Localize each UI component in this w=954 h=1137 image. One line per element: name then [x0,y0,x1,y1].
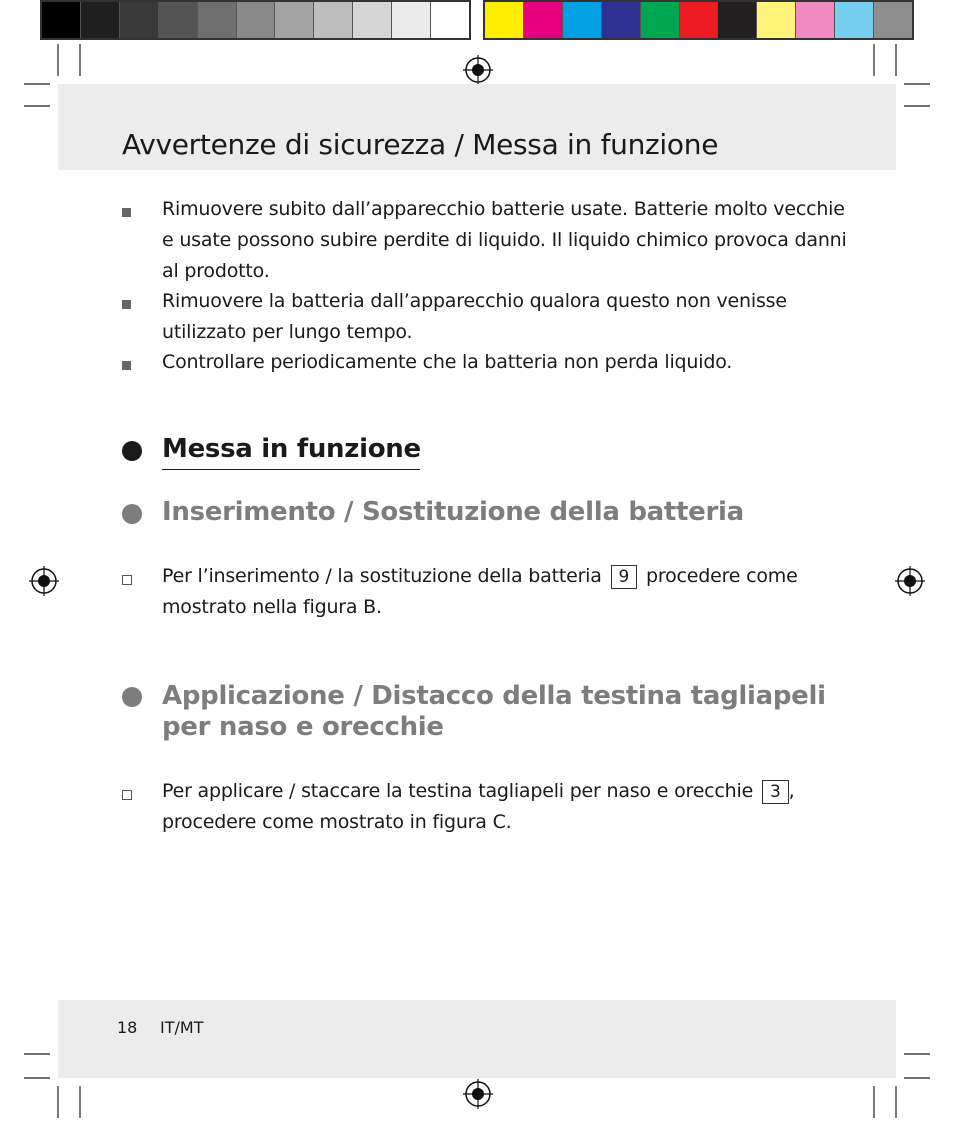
registration-mark-right-icon [894,565,926,597]
battery-step [162,561,852,623]
safety-item-3: Controllare periodicamente che la batteria non perda liquido. [162,351,733,373]
part-reference-badge: 9 [611,565,638,589]
battery-step-text: Per l’inserimento / la sostituzione della batteria [162,565,602,587]
section-heading-underline [162,469,420,470]
page-number: 18 [117,1018,138,1037]
registration-mark-left-icon [28,565,60,597]
footer-panel [58,1000,896,1078]
page-title: Avvertenze di sicurezza / Messa in funzione [122,128,719,161]
bullet-square-icon [122,300,131,309]
section-dot-icon [122,504,142,524]
battery-step-text-end: procedere come mostrato nella figura B. [162,565,798,618]
safety-item-2: Rimuovere la batteria dall’apparecchio qualora questo non venisse utilizzato per lungo tempo. [162,290,787,343]
registration-mark-bottom-icon [462,1078,494,1110]
registration-mark-top-icon [462,54,494,86]
bullet-square-icon [122,361,131,370]
head-step-text-end: , procedere come mostrato in figura C. [162,780,795,833]
bullet-square-icon [122,208,131,217]
section-heading-main: Messa in funzione [162,434,421,464]
section-heading-battery: Inserimento / Sostituzione della batteria [162,497,744,527]
section-dot-icon [122,441,142,461]
section-heading-head: Applicazione / Distacco della testina tagliapeli per naso e orecchie [162,681,826,742]
safety-item-1: Rimuovere subito dall’apparecchio batterie usate. Batterie molto vecchie e usate possono subire perdite di liquido. Il liquido chimico provoca danni al prodotto. [162,198,847,282]
step-checkbox-icon [122,790,132,800]
locale-label: IT/MT [160,1018,204,1037]
head-step [162,776,852,838]
section-dot-icon [122,687,142,707]
step-checkbox-icon [122,575,132,585]
part-reference-badge: 3 [762,780,789,804]
head-step-text: Per applicare / staccare la testina tagliapeli per naso e orecchie [162,780,754,802]
